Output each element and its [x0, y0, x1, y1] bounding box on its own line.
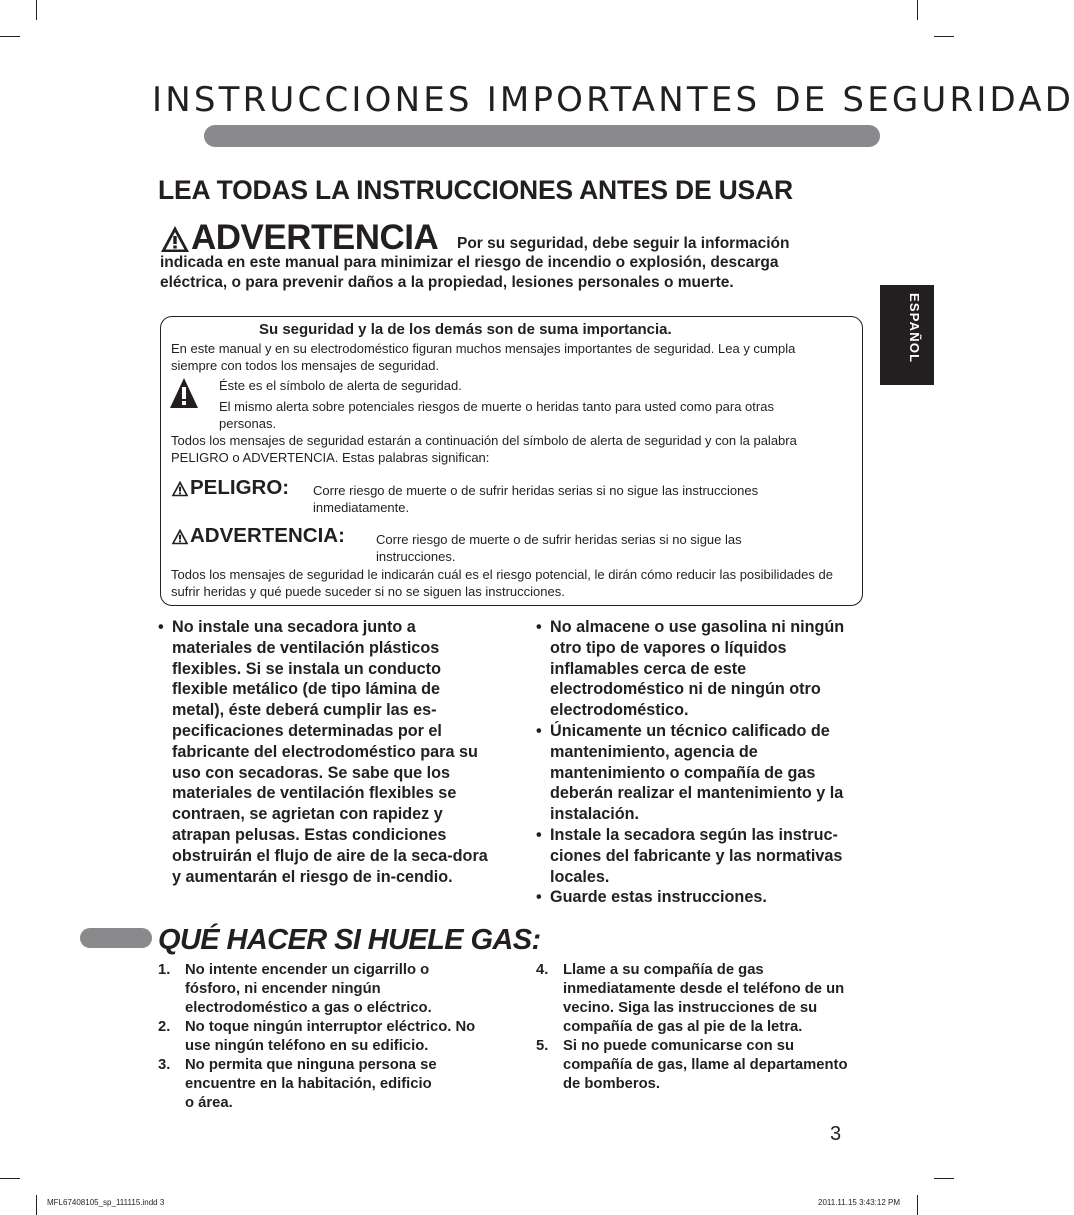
- safety-intro: En este manual y en su electrodoméstico figuran muchos mensajes importantes de seguridad. Lea y cumpla siempre con todos los mensajes de seguridad.: [171, 341, 796, 373]
- warning-triangle-icon: [171, 480, 189, 497]
- warning-triangle-icon: [160, 225, 190, 253]
- closing-text: Todos los mensajes de seguridad le indicarán cuál es el riesgo potencial, le dirán cómo reducir las posibilidades de sufrir heridas y qué puede suceder si no se siguen las instrucciones.: [171, 567, 833, 599]
- read-instructions-heading: LEA TODAS LA INSTRUCCIONES ANTES DE USAR: [158, 175, 793, 205]
- crop-mark: [0, 1178, 20, 1179]
- crop-mark: [36, 0, 37, 20]
- crop-mark: [917, 0, 918, 20]
- right-bullet-list: [536, 617, 868, 908]
- crop-mark: [934, 1178, 954, 1179]
- left-bullet-list: [158, 617, 488, 887]
- language-tab: [880, 285, 934, 385]
- page-number: 3: [830, 1123, 842, 1145]
- gas-step: 5. Si no puede comunicarse con su compañía de gas, llame al departamento de bomberos.: [536, 1038, 848, 1092]
- list-item: • No instale una secadora junto a materiales de ventilación plásticos flexibles. Si se instala un conducto flexible metálico (de tipo lámina de metal), éste deberá cumplir las es-pecificaciones determinadas por el fabricante del electrodoméstico para su uso con secadoras. Se sabe que los materiales de ventilación flexibles se contraen, se agrietan con rapidez y atrapan pelusas. Estas condiciones obstruirán el flujo de aire de la seca-dora y aumentarán el riesgo de in-cendio.: [158, 617, 488, 887]
- warning-intro: Por su seguridad, debe seguir la información: [457, 235, 790, 252]
- list-item: • Guarde estas instrucciones.: [536, 887, 868, 908]
- warning-line: eléctrica, o para prevenir daños a la propiedad, lesiones personales o muerte.: [160, 273, 734, 291]
- title-underline-bar: [204, 125, 880, 147]
- gas-step: 3. No permita que ninguna persona se encuentre en la habitación, edificio o área.: [158, 1057, 437, 1111]
- language-tab-label: ESPAÑOL: [907, 293, 922, 364]
- crop-mark: [917, 1195, 918, 1215]
- list-item: • No almacene o use gasolina ni ningún otro tipo de vapores o líquidos inflamables cerca de este electrodoméstico ni de ningún otro electrodoméstico.: [536, 617, 868, 721]
- warning-line: indicada en este manual para minimizar el riesgo de incendio o explosión, descarga: [160, 254, 779, 271]
- list-item: • Instale la secadora según las instruc-ciones del fabricante y las normativas locales.: [536, 825, 868, 887]
- footer-file-name: MFL67408105_sp_111115.indd 3: [47, 1198, 165, 1207]
- danger-label: PELIGRO:: [171, 477, 289, 499]
- safety-alert-icon: [169, 377, 199, 409]
- gas-step: 4. Llame a su compañía de gas inmediatamente desde el teléfono de un vecino. Siga las instrucciones de su compañía de gas al pie de la letra.: [536, 962, 845, 1035]
- safety-box-heading: Su seguridad y la de los demás son de suma importancia.: [259, 321, 672, 338]
- messages-intro: Todos los mensajes de seguridad estarán a continuación del símbolo de alerta de seguridad y con la palabra PELIGRO o ADVERTENCIA. Estas palabras significan:: [171, 433, 797, 465]
- alert-symbol-text: Éste es el símbolo de alerta de seguridad.: [219, 378, 462, 393]
- gas-heading: QUÉ HACER SI HUELE GAS:: [158, 924, 541, 956]
- crop-mark: [0, 36, 20, 37]
- safety-info-box: [160, 316, 863, 606]
- warning-block: [160, 214, 860, 292]
- warning-word: ADVERTENCIA: [191, 218, 439, 257]
- gas-step: 1. No intente encender un cigarrillo o fósforo, ni encender ningún electrodoméstico a gas o eléctrico.: [158, 962, 432, 1016]
- warning-label: ADVERTENCIA:: [171, 525, 345, 547]
- gas-heading-bar: [80, 928, 152, 948]
- list-item: • Únicamente un técnico calificado de mantenimiento, agencia de mantenimiento o compañía de gas deberán realizar el mantenimiento y la instalación.: [536, 721, 868, 825]
- danger-description: Corre riesgo de muerte o de sufrir heridas serias si no sigue las instrucciones inmediatamente.: [313, 483, 759, 515]
- alert-symbol-description: El mismo alerta sobre potenciales riesgos de muerte o heridas tanto para usted como para otras personas.: [219, 399, 774, 431]
- page-title: INSTRUCCIONES IMPORTANTES DE SEGURIDAD: [152, 80, 1074, 120]
- gas-steps-right: [536, 961, 866, 1094]
- crop-mark: [36, 1195, 37, 1215]
- warning-triangle-icon: [171, 528, 189, 545]
- gas-steps-left: [158, 961, 488, 1113]
- footer-timestamp: 2011.11.15 3:43:12 PM: [818, 1198, 900, 1207]
- crop-mark: [934, 36, 954, 37]
- gas-step: 2. No toque ningún interruptor eléctrico. No use ningún teléfono en su edificio.: [158, 1019, 476, 1054]
- warning-description: Corre riesgo de muerte o de sufrir heridas serias si no sigue las instrucciones.: [376, 532, 742, 564]
